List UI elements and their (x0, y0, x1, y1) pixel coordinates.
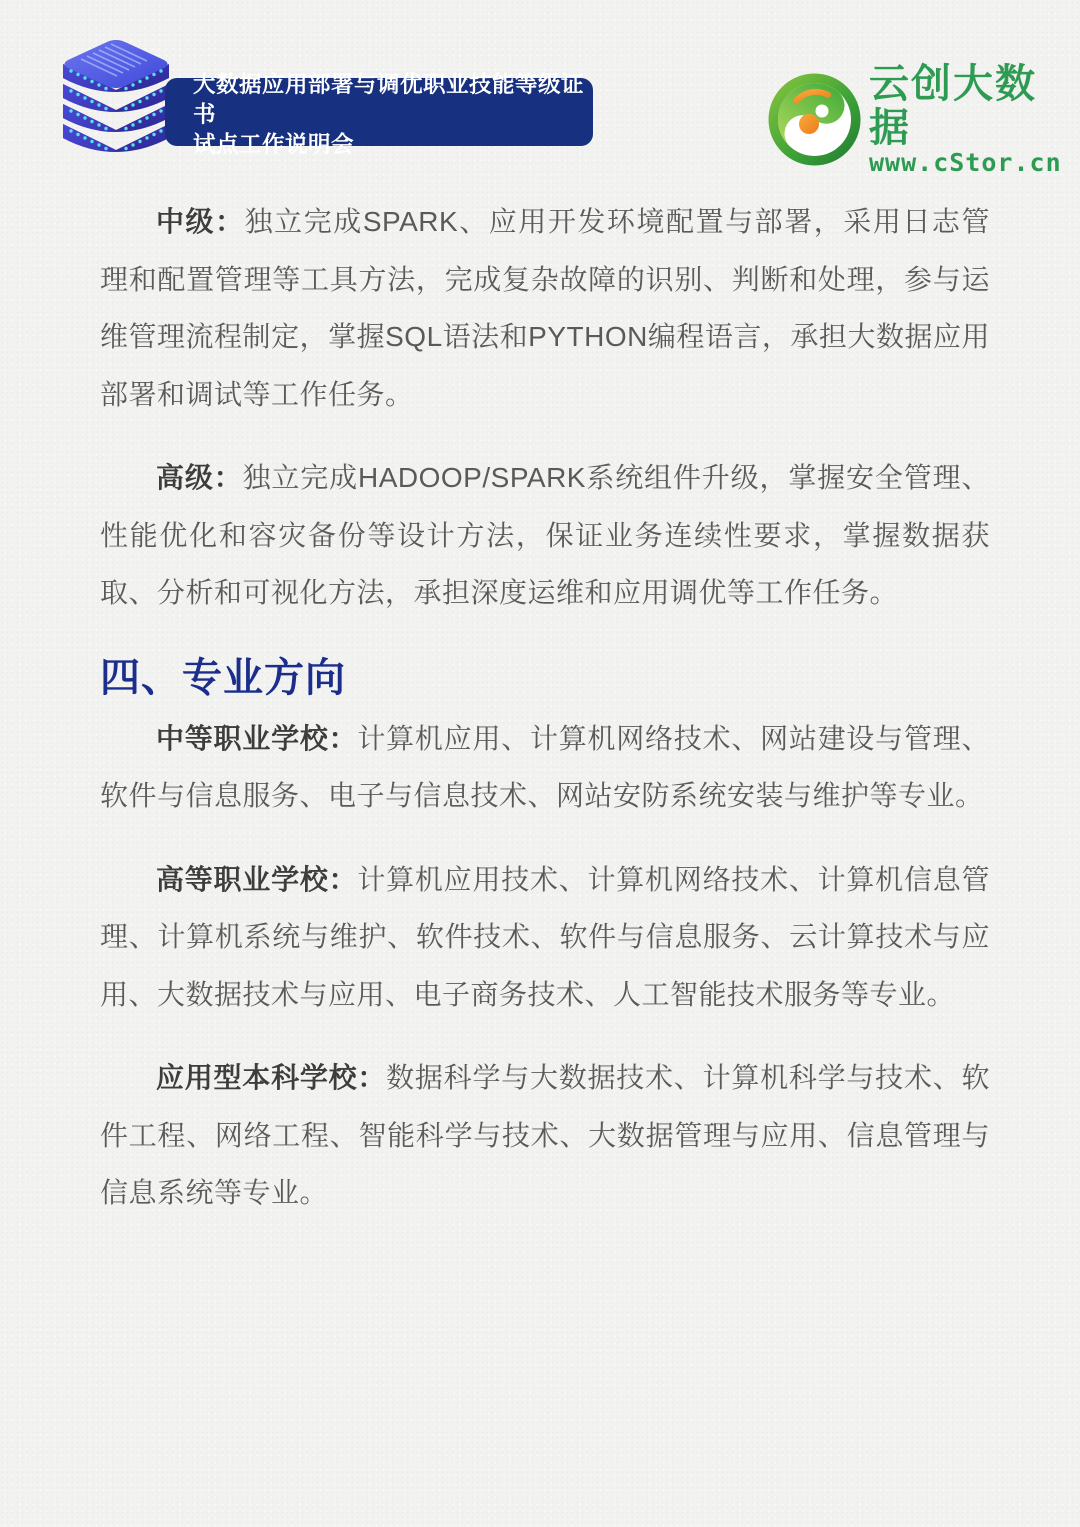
section-paragraphs (100, 710, 990, 1222)
paragraph-text: 独立完成SPARK、应用开发环境配置与部署，采用日志管理和配置管理等工具方法，完成复杂故障的识别、判断和处理，参与运维管理流程制定，掌握SQL语法和PYTHON编程语言，承担大数据应用部署和调试等工作任务。 (100, 206, 990, 410)
paragraph-intermediate-level (100, 193, 990, 423)
paragraph-lead: 中级： (156, 206, 245, 237)
banner-line-1: 大数据应用部署与调优职业技能等级证书 (193, 71, 585, 127)
company-logo-url: www.cStor.cn (869, 148, 1062, 177)
section-heading-major-directions: 四、专业方向 (100, 655, 346, 700)
company-logo (766, 62, 1062, 177)
paragraph-text: 计算机应用技术、计算机网络技术、计算机信息管理、计算机系统与维护、软件技术、软件与信息服务、云计算技术与应用、大数据技术与应用、电子商务技术、人工智能技术服务等专业。 (100, 863, 990, 1010)
banner-line-2: 试点工作说明会 (193, 131, 355, 157)
document-body (100, 193, 990, 1248)
company-logo-name: 云创大数据 (869, 62, 1037, 150)
paragraph-lead: 中等职业学校： (156, 722, 358, 754)
paragraph-text: 数据科学与大数据技术、计算机科学与技术、软件工程、网络工程、智能科学与技术、大数据管理与应用、信息管理与信息系统等专业。 (100, 1062, 990, 1208)
paragraph-lead: 应用型本科学校： (156, 1062, 387, 1093)
paragraph-text: 计算机应用、计算机网络技术、网站建设与管理、软件与信息服务、电子与信息技术、网站安防系统安装与维护等专业。 (100, 722, 990, 811)
paragraph-secondary-vocational (100, 710, 990, 825)
paragraph-higher-vocational (100, 851, 990, 1024)
title-banner (165, 71, 593, 157)
paragraph-lead: 高级： (156, 462, 243, 493)
paragraph-text: 独立完成HADOOP/SPARK系统组件升级，掌握安全管理、性能优化和容灾备份等设计方法，保证业务连续性要求，掌握数据获取、分析和可视化方法，承担深度运维和应用调优等工作任务。 (100, 462, 990, 608)
database-stack-icon (55, 40, 177, 168)
paragraph-applied-undergraduate (100, 1049, 990, 1222)
paragraph-advanced-level (100, 449, 990, 622)
cstor-swirl-logo-icon (766, 71, 863, 168)
paragraph-lead: 高等职业学校： (156, 863, 358, 895)
